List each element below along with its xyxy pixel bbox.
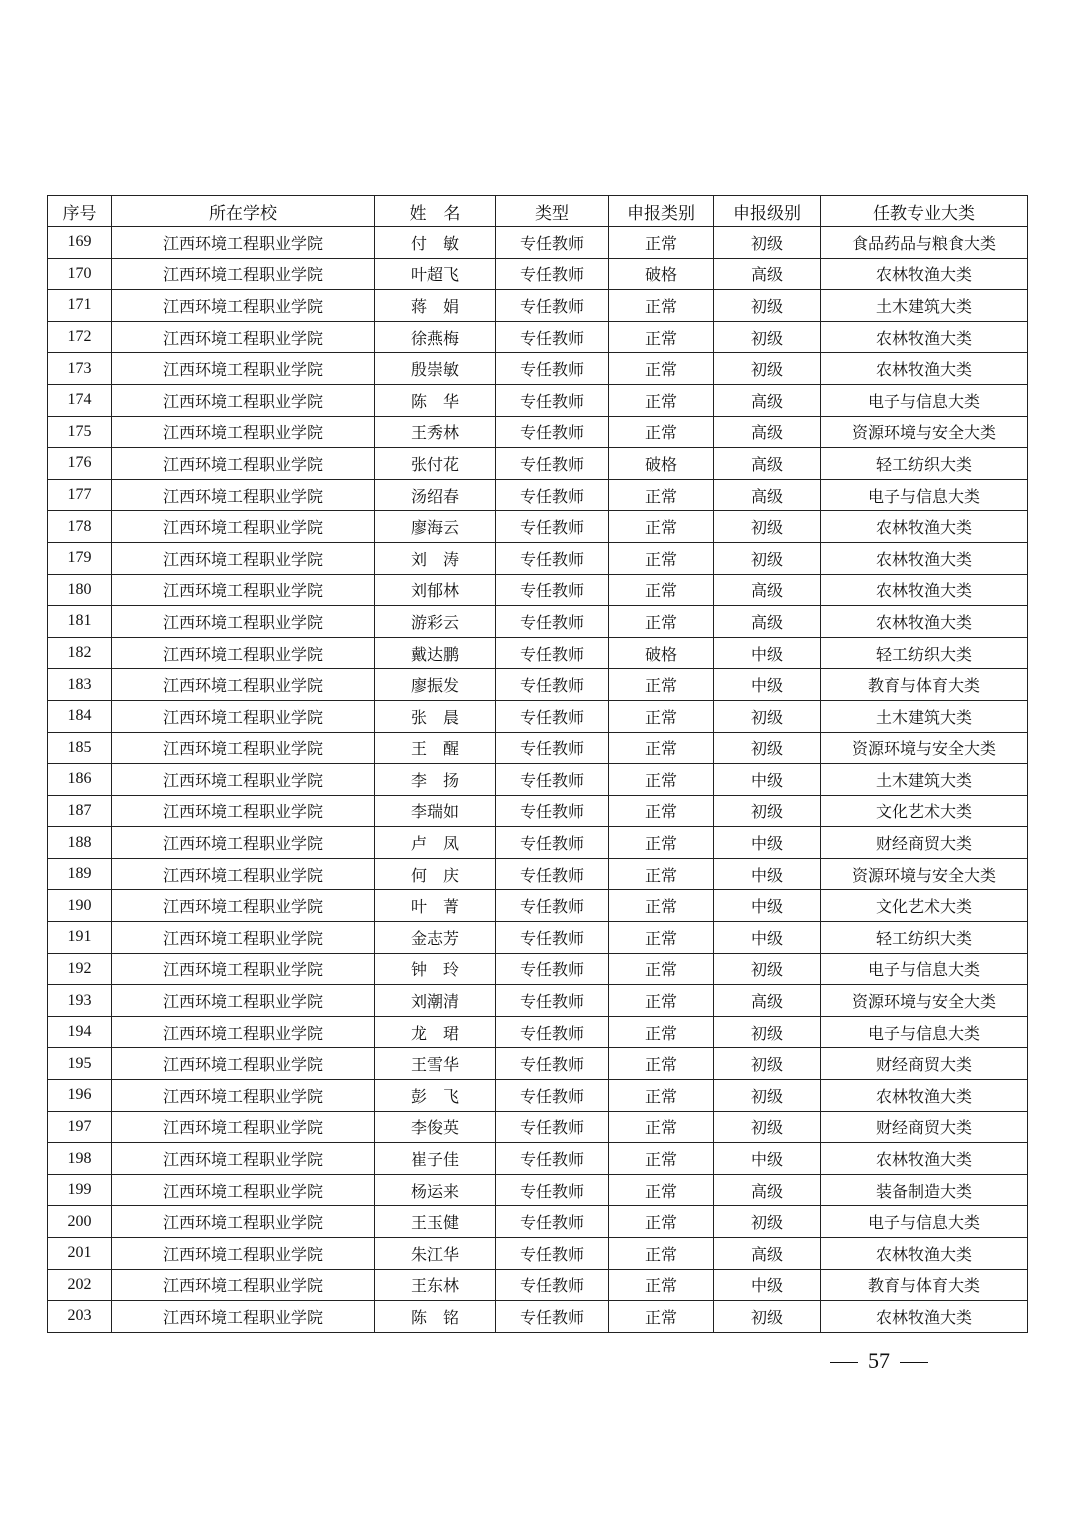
cell-school: 江西环境工程职业学院 [112,858,375,890]
table-row [48,479,1028,511]
cell-index: 195 [48,1048,112,1080]
cell-application-category: 正常 [609,669,714,701]
cell-type: 专任教师 [496,479,609,511]
cell-major-category: 资源环境与安全大类 [821,732,1028,764]
cell-application-level: 初级 [714,732,821,764]
cell-major-category: 农林牧渔大类 [821,606,1028,638]
cell-index: 181 [48,606,112,638]
cell-school: 江西环境工程职业学院 [112,448,375,480]
cell-name: 王秀林 [375,416,496,448]
cell-index: 186 [48,764,112,796]
cell-index: 185 [48,732,112,764]
cell-application-category: 正常 [609,732,714,764]
cell-application-category: 正常 [609,321,714,353]
cell-index: 199 [48,1174,112,1206]
cell-application-level: 初级 [714,1111,821,1143]
cell-application-level: 高级 [714,258,821,290]
cell-index: 197 [48,1111,112,1143]
cell-application-level: 初级 [714,1301,821,1333]
cell-application-category: 正常 [609,1111,714,1143]
cell-type: 专任教师 [496,1016,609,1048]
cell-application-level: 初级 [714,542,821,574]
cell-index: 177 [48,479,112,511]
table-row [48,1080,1028,1112]
cell-application-level: 中级 [714,922,821,954]
cell-name: 张 晨 [375,700,496,732]
cell-school: 江西环境工程职业学院 [112,1206,375,1238]
cell-index: 169 [48,227,112,259]
cell-application-level: 初级 [714,1080,821,1112]
cell-type: 专任教师 [496,1238,609,1270]
cell-type: 专任教师 [496,858,609,890]
cell-type: 专任教师 [496,290,609,322]
table-row [48,321,1028,353]
cell-application-level: 初级 [714,700,821,732]
cell-application-category: 正常 [609,574,714,606]
cell-index: 187 [48,795,112,827]
cell-application-level: 高级 [714,985,821,1017]
cell-index: 201 [48,1238,112,1270]
table-row [48,795,1028,827]
cell-major-category: 轻工纺织大类 [821,448,1028,480]
table-row [48,384,1028,416]
cell-school: 江西环境工程职业学院 [112,542,375,574]
cell-name: 钟 玲 [375,953,496,985]
cell-school: 江西环境工程职业学院 [112,1143,375,1175]
cell-name: 金志芳 [375,922,496,954]
cell-type: 专任教师 [496,700,609,732]
cell-name: 王雪华 [375,1048,496,1080]
cell-index: 189 [48,858,112,890]
cell-application-category: 正常 [609,511,714,543]
cell-index: 203 [48,1301,112,1333]
cell-index: 196 [48,1080,112,1112]
cell-school: 江西环境工程职业学院 [112,922,375,954]
cell-name: 崔子佳 [375,1143,496,1175]
cell-name: 李 扬 [375,764,496,796]
table-row [48,416,1028,448]
cell-application-category: 正常 [609,384,714,416]
header-application-category: 申报类别 [609,196,714,227]
table-row [48,1301,1028,1333]
cell-type: 专任教师 [496,764,609,796]
cell-school: 江西环境工程职业学院 [112,353,375,385]
cell-type: 专任教师 [496,1048,609,1080]
cell-index: 191 [48,922,112,954]
cell-application-category: 正常 [609,290,714,322]
cell-major-category: 电子与信息大类 [821,1016,1028,1048]
cell-name: 刘郁林 [375,574,496,606]
cell-application-level: 初级 [714,1016,821,1048]
cell-school: 江西环境工程职业学院 [112,1301,375,1333]
table-body [48,227,1028,1333]
cell-application-level: 中级 [714,1143,821,1175]
cell-application-level: 初级 [714,290,821,322]
cell-type: 专任教师 [496,890,609,922]
cell-major-category: 轻工纺织大类 [821,637,1028,669]
cell-application-category: 正常 [609,1206,714,1238]
right-dash [900,1362,928,1363]
cell-application-level: 初级 [714,321,821,353]
cell-name: 陈 铭 [375,1301,496,1333]
header-type: 类型 [496,196,609,227]
cell-application-category: 正常 [609,858,714,890]
cell-school: 江西环境工程职业学院 [112,732,375,764]
cell-major-category: 资源环境与安全大类 [821,858,1028,890]
page-number: 57 [868,1348,890,1373]
cell-application-category: 破格 [609,637,714,669]
cell-major-category: 电子与信息大类 [821,384,1028,416]
cell-name: 刘潮清 [375,985,496,1017]
cell-application-category: 正常 [609,416,714,448]
cell-major-category: 资源环境与安全大类 [821,416,1028,448]
cell-school: 江西环境工程职业学院 [112,700,375,732]
cell-name: 杨运来 [375,1174,496,1206]
table-row [48,542,1028,574]
cell-major-category: 农林牧渔大类 [821,353,1028,385]
cell-type: 专任教师 [496,227,609,259]
cell-application-level: 初级 [714,1048,821,1080]
cell-name: 游彩云 [375,606,496,638]
cell-type: 专任教师 [496,669,609,701]
table-row [48,448,1028,480]
cell-index: 178 [48,511,112,543]
cell-name: 汤绍春 [375,479,496,511]
cell-major-category: 农林牧渔大类 [821,574,1028,606]
cell-school: 江西环境工程职业学院 [112,764,375,796]
cell-type: 专任教师 [496,1080,609,1112]
cell-major-category: 土木建筑大类 [821,764,1028,796]
table-row [48,669,1028,701]
cell-type: 专任教师 [496,416,609,448]
cell-school: 江西环境工程职业学院 [112,384,375,416]
cell-application-level: 初级 [714,1206,821,1238]
table-row [48,353,1028,385]
cell-application-level: 高级 [714,479,821,511]
cell-type: 专任教师 [496,1301,609,1333]
cell-major-category: 农林牧渔大类 [821,511,1028,543]
cell-name: 叶超飞 [375,258,496,290]
cell-name: 陈 华 [375,384,496,416]
cell-type: 专任教师 [496,448,609,480]
cell-application-category: 正常 [609,1301,714,1333]
cell-major-category: 电子与信息大类 [821,1206,1028,1238]
cell-name: 戴达鹏 [375,637,496,669]
cell-application-category: 正常 [609,1016,714,1048]
table-row [48,637,1028,669]
cell-name: 彭 飞 [375,1080,496,1112]
cell-school: 江西环境工程职业学院 [112,1016,375,1048]
header-application-level: 申报级别 [714,196,821,227]
cell-major-category: 财经商贸大类 [821,1048,1028,1080]
cell-application-category: 正常 [609,353,714,385]
table-row [48,953,1028,985]
cell-major-category: 农林牧渔大类 [821,1238,1028,1270]
cell-name: 付 敏 [375,227,496,259]
cell-application-category: 正常 [609,700,714,732]
cell-major-category: 农林牧渔大类 [821,1080,1028,1112]
cell-application-category: 破格 [609,258,714,290]
cell-application-category: 正常 [609,1080,714,1112]
cell-application-level: 中级 [714,1269,821,1301]
cell-application-level: 中级 [714,858,821,890]
cell-name: 李俊英 [375,1111,496,1143]
table-row [48,511,1028,543]
cell-application-category: 正常 [609,542,714,574]
cell-type: 专任教师 [496,511,609,543]
cell-type: 专任教师 [496,922,609,954]
cell-application-level: 中级 [714,890,821,922]
table-row [48,574,1028,606]
cell-application-category: 正常 [609,953,714,985]
cell-name: 李瑞如 [375,795,496,827]
header-school: 所在学校 [112,196,375,227]
cell-type: 专任教师 [496,827,609,859]
cell-type: 专任教师 [496,953,609,985]
cell-school: 江西环境工程职业学院 [112,1111,375,1143]
cell-type: 专任教师 [496,795,609,827]
table-row [48,732,1028,764]
cell-name: 龙 珺 [375,1016,496,1048]
cell-application-level: 高级 [714,1174,821,1206]
cell-index: 170 [48,258,112,290]
cell-type: 专任教师 [496,384,609,416]
cell-school: 江西环境工程职业学院 [112,953,375,985]
cell-name: 廖振发 [375,669,496,701]
table-row [48,827,1028,859]
cell-school: 江西环境工程职业学院 [112,827,375,859]
cell-school: 江西环境工程职业学院 [112,258,375,290]
cell-major-category: 电子与信息大类 [821,479,1028,511]
cell-index: 198 [48,1143,112,1175]
cell-school: 江西环境工程职业学院 [112,1174,375,1206]
cell-index: 200 [48,1206,112,1238]
cell-type: 专任教师 [496,258,609,290]
cell-application-level: 初级 [714,953,821,985]
cell-application-level: 高级 [714,1238,821,1270]
cell-application-level: 高级 [714,448,821,480]
cell-name: 叶 菁 [375,890,496,922]
cell-name: 廖海云 [375,511,496,543]
cell-name: 殷崇敏 [375,353,496,385]
cell-school: 江西环境工程职业学院 [112,795,375,827]
table-row [48,1269,1028,1301]
cell-application-level: 高级 [714,574,821,606]
cell-school: 江西环境工程职业学院 [112,574,375,606]
cell-type: 专任教师 [496,321,609,353]
cell-type: 专任教师 [496,606,609,638]
cell-type: 专任教师 [496,1143,609,1175]
cell-major-category: 装备制造大类 [821,1174,1028,1206]
page-number-wrap [820,1348,938,1374]
cell-school: 江西环境工程职业学院 [112,985,375,1017]
cell-application-category: 正常 [609,890,714,922]
cell-school: 江西环境工程职业学院 [112,1080,375,1112]
cell-name: 蒋 娟 [375,290,496,322]
cell-application-level: 中级 [714,669,821,701]
cell-application-category: 正常 [609,827,714,859]
cell-application-category: 正常 [609,795,714,827]
cell-index: 184 [48,700,112,732]
cell-application-level: 初级 [714,227,821,259]
cell-name: 朱江华 [375,1238,496,1270]
table-row [48,258,1028,290]
cell-index: 183 [48,669,112,701]
table-row [48,1238,1028,1270]
cell-application-category: 正常 [609,1269,714,1301]
cell-index: 202 [48,1269,112,1301]
cell-name: 卢 凤 [375,827,496,859]
cell-major-category: 轻工纺织大类 [821,922,1028,954]
cell-major-category: 农林牧渔大类 [821,258,1028,290]
cell-application-level: 初级 [714,511,821,543]
cell-school: 江西环境工程职业学院 [112,637,375,669]
cell-type: 专任教师 [496,574,609,606]
cell-index: 173 [48,353,112,385]
cell-index: 188 [48,827,112,859]
cell-type: 专任教师 [496,1206,609,1238]
cell-application-category: 正常 [609,479,714,511]
cell-type: 专任教师 [496,542,609,574]
cell-school: 江西环境工程职业学院 [112,511,375,543]
cell-index: 194 [48,1016,112,1048]
cell-name: 徐燕梅 [375,321,496,353]
cell-major-category: 土木建筑大类 [821,290,1028,322]
cell-application-category: 正常 [609,227,714,259]
table-row [48,1174,1028,1206]
table-row [48,1048,1028,1080]
cell-application-category: 正常 [609,1238,714,1270]
cell-major-category: 食品药品与粮食大类 [821,227,1028,259]
cell-major-category: 农林牧渔大类 [821,542,1028,574]
table-row [48,985,1028,1017]
cell-major-category: 财经商贸大类 [821,1111,1028,1143]
cell-type: 专任教师 [496,353,609,385]
cell-type: 专任教师 [496,732,609,764]
table-row [48,1143,1028,1175]
cell-school: 江西环境工程职业学院 [112,321,375,353]
table-row [48,890,1028,922]
cell-index: 192 [48,953,112,985]
cell-name: 何 庆 [375,858,496,890]
cell-school: 江西环境工程职业学院 [112,606,375,638]
cell-index: 180 [48,574,112,606]
cell-application-level: 中级 [714,637,821,669]
cell-school: 江西环境工程职业学院 [112,227,375,259]
cell-major-category: 农林牧渔大类 [821,321,1028,353]
cell-index: 176 [48,448,112,480]
roster-table [47,195,1028,1333]
cell-application-category: 正常 [609,985,714,1017]
cell-name: 王玉健 [375,1206,496,1238]
cell-application-category: 破格 [609,448,714,480]
cell-name: 刘 涛 [375,542,496,574]
table-row [48,1206,1028,1238]
cell-school: 江西环境工程职业学院 [112,290,375,322]
header-name: 姓 名 [375,196,496,227]
cell-type: 专任教师 [496,1269,609,1301]
cell-index: 174 [48,384,112,416]
cell-application-category: 正常 [609,1143,714,1175]
table-row [48,1111,1028,1143]
cell-type: 专任教师 [496,985,609,1017]
cell-school: 江西环境工程职业学院 [112,1048,375,1080]
table-row [48,922,1028,954]
cell-application-level: 中级 [714,764,821,796]
cell-name: 王 醒 [375,732,496,764]
cell-school: 江西环境工程职业学院 [112,890,375,922]
cell-application-level: 高级 [714,416,821,448]
cell-application-category: 正常 [609,1174,714,1206]
table-row [48,1016,1028,1048]
cell-index: 175 [48,416,112,448]
left-dash [830,1362,858,1363]
cell-major-category: 土木建筑大类 [821,700,1028,732]
cell-school: 江西环境工程职业学院 [112,1238,375,1270]
cell-school: 江西环境工程职业学院 [112,416,375,448]
cell-type: 专任教师 [496,637,609,669]
table-row [48,227,1028,259]
table-header-row [48,196,1028,227]
cell-application-category: 正常 [609,606,714,638]
table-row [48,290,1028,322]
cell-major-category: 农林牧渔大类 [821,1143,1028,1175]
cell-major-category: 文化艺术大类 [821,795,1028,827]
cell-major-category: 财经商贸大类 [821,827,1028,859]
cell-application-category: 正常 [609,764,714,796]
cell-index: 171 [48,290,112,322]
cell-application-level: 高级 [714,384,821,416]
cell-major-category: 文化艺术大类 [821,890,1028,922]
cell-major-category: 电子与信息大类 [821,953,1028,985]
cell-application-category: 正常 [609,1048,714,1080]
table-row [48,700,1028,732]
cell-index: 179 [48,542,112,574]
cell-application-category: 正常 [609,922,714,954]
cell-application-level: 中级 [714,827,821,859]
cell-index: 193 [48,985,112,1017]
cell-name: 王东林 [375,1269,496,1301]
cell-application-level: 初级 [714,795,821,827]
cell-type: 专任教师 [496,1174,609,1206]
table-row [48,606,1028,638]
header-index: 序号 [48,196,112,227]
cell-major-category: 农林牧渔大类 [821,1301,1028,1333]
cell-type: 专任教师 [496,1111,609,1143]
cell-application-level: 初级 [714,353,821,385]
cell-index: 172 [48,321,112,353]
cell-major-category: 资源环境与安全大类 [821,985,1028,1017]
table-row [48,858,1028,890]
cell-major-category: 教育与体育大类 [821,1269,1028,1301]
cell-index: 190 [48,890,112,922]
header-major-category: 任教专业大类 [821,196,1028,227]
cell-application-level: 高级 [714,606,821,638]
cell-major-category: 教育与体育大类 [821,669,1028,701]
table-row [48,764,1028,796]
cell-school: 江西环境工程职业学院 [112,1269,375,1301]
cell-index: 182 [48,637,112,669]
cell-school: 江西环境工程职业学院 [112,669,375,701]
cell-name: 张付花 [375,448,496,480]
cell-school: 江西环境工程职业学院 [112,479,375,511]
